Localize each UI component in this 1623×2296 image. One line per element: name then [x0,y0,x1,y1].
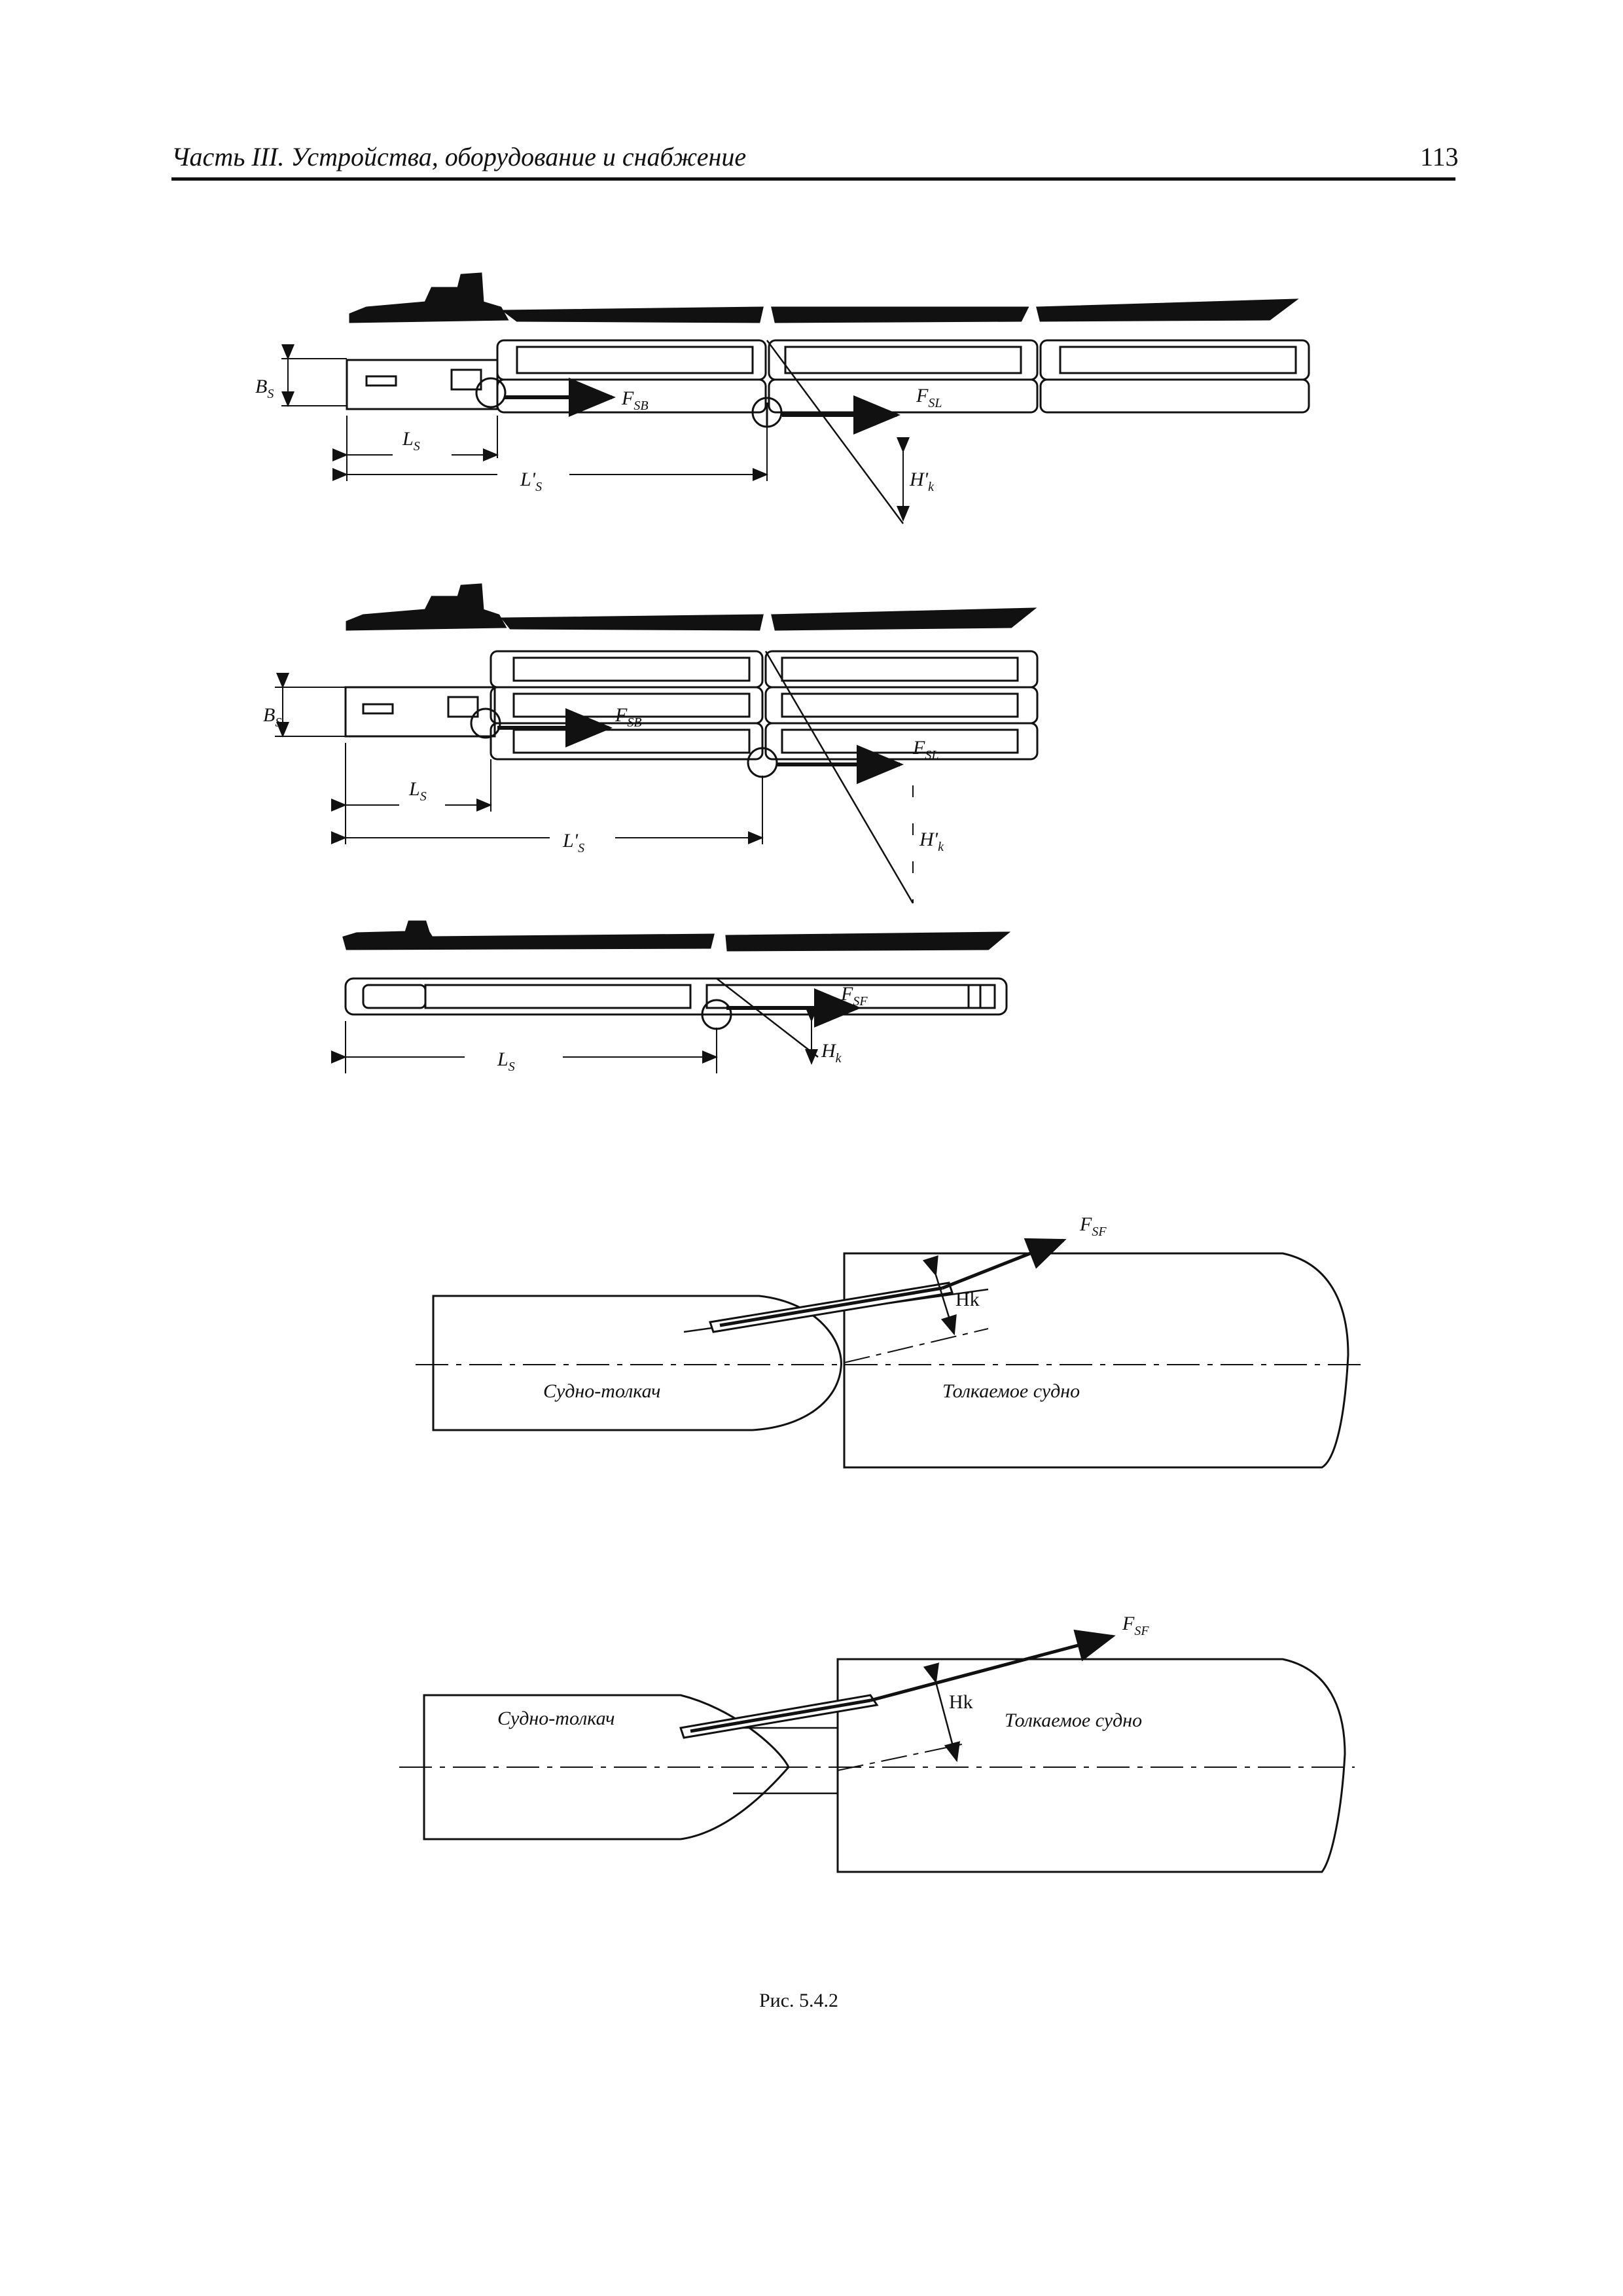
figure-b-bs-label: B [263,704,276,726]
figure-d-pushed-hull [844,1253,1348,1467]
svg-text:FSB: $F_{SB}$ [622,387,649,413]
svg-text:FSF: $F_{SF}$ [1122,1613,1149,1638]
svg-text:L'S: $L'_S$ [520,469,543,494]
figure-a-hk-label: H' [910,469,929,490]
figure-e-pushed-label: Толкаемое судно [1005,1710,1143,1731]
svg-text:FSL: $F_{SL}$ [916,385,942,410]
svg-text:LS: $L_S$ [497,1049,515,1074]
figure-a-plan-view [281,340,1309,524]
figure-b-plan-view [275,651,1037,903]
page-number: 113 [1420,142,1459,171]
figure-e-pushed-hull [838,1659,1345,1872]
figure-c-plan-view [346,978,1007,1073]
figure-a-labels [255,376,942,494]
svg-text:LS: $L_S$ [402,428,420,454]
svg-text:BS: $B_S$ [255,376,274,401]
svg-text:H'k: $H'_k$ [910,469,934,494]
svg-text:FSF: $F_{SF}$ [841,983,868,1009]
figure-a-ls-label: L [402,428,414,450]
svg-text:LS: $L_S$ [409,778,427,804]
figure-c [344,922,1008,1073]
figure-b-hk-label: H' [919,829,938,850]
svg-text:FSF: $F_{SF}$ [1080,1213,1107,1239]
figure-b-fsl-label: F [913,737,925,759]
figure-e [399,1636,1355,1872]
figure-e-fsf-label: F [1122,1613,1135,1634]
svg-text:FSB: $F_{SB}$ [615,704,642,730]
figure-a-side-view [350,274,1296,322]
figure-d-pusher-label: Судно-толкач [543,1380,661,1402]
figure-a-fsl-label: F [916,385,929,406]
running-header-title: Часть III. Устройства, оборудование и снабжение [171,142,747,171]
figure-c-labels [497,983,868,1074]
figure-e-hk-label: Hk [949,1691,973,1713]
figure-b-side-view [347,584,1034,630]
svg-text:H'k: $H'_k$ [919,829,944,854]
figure-b-ls-prime-label: L' [563,830,579,852]
figure-d-pushed-label: Толкаемое судно [942,1380,1080,1402]
svg-text:L'S: $L'_S$ [563,830,585,855]
figure-a-fsb-label: F [622,387,634,409]
figure-a [281,274,1309,524]
figure-c-side-view [344,922,1008,950]
figure-c-fsf-label: F [841,983,853,1005]
figure-c-hk-label: H [821,1040,836,1062]
figure-a-bs-label: B [255,376,268,397]
figure-b-ls-label: L [409,778,420,800]
figure-caption: Рис. 5.4.2 [759,1990,839,2011]
svg-text:Hk: $H_k$ [821,1040,842,1066]
svg-text:FSL: $F_{SL}$ [913,737,939,762]
figure-a-ls-prime-label: L' [520,469,536,490]
figure-d-fsf-label: F [1080,1213,1092,1235]
figure-e-pusher-label: Судно-толкач [497,1708,615,1729]
figure-d [416,1240,1364,1467]
figure-c-ls-label: L [497,1049,508,1070]
figure-d-hk-label: Hk [955,1289,980,1310]
figure-b-fsb-label: F [615,704,628,726]
svg-text:BS: $B_S$ [263,704,282,730]
